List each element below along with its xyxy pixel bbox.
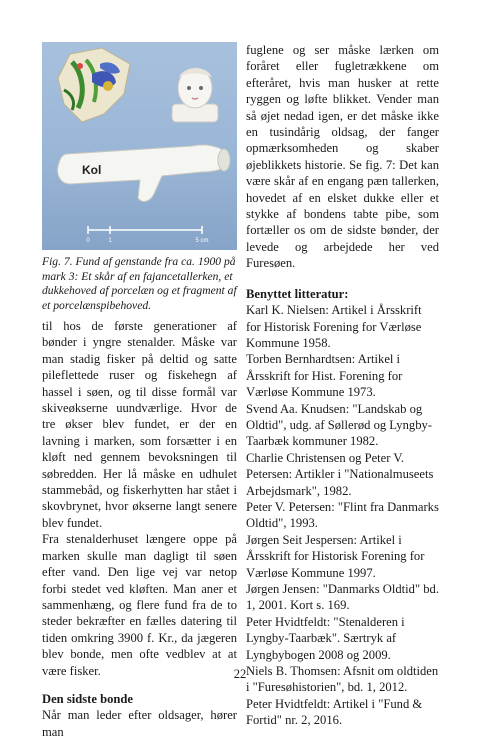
reference-item: Torben Bernhardtsen: Artikel i Årsskrift for Hist. Forening for Værløse Kommune 1973. (246, 352, 403, 400)
reference-item: Peter V. Petersen: "Flint fra Danmarks Oldtid", 1993. (246, 499, 439, 531)
figure-caption (42, 255, 237, 313)
figure-caption-text: Fig. 7. Fund af genstande fra ca. 1900 på mark 3: Et skår af en fajancetallerken, et dukkehoved af porcelæn og et fragment af et porcelænspibehoved. (42, 255, 237, 312)
reference-item: Peter Hvidtfeldt: Artikel i "Fund & Fortid" nr. 2, 2016. (246, 696, 423, 728)
reference-item: Karl K. Nielsen: Artikel i Årsskrift for Historisk Forening for Værløse Kommune 1958. (246, 303, 422, 350)
paragraph: fuglene og ser måske lærken om foråret eller fugletrækkene om efteråret, hvis man husker at rette ryggen og løfte blikket. Vender man så øjet nedad igen, er det måske ikke en tusindårig oldsag, der fanger opmærksomheden og skaber øjeblikkets historie. Se fig. 7: Det kan være skår af en engang pæn tallerken, hovedet af en elsket dukke eller et stykke af bondens tabte pibe, som fortæller os om de sidste bønder, der levede og arbejdede her ved Furesøen. (246, 43, 439, 271)
pipe-fragment (58, 145, 231, 202)
scale-label-1: 1 (108, 238, 112, 244)
reference-item: Jørgen Jensen: "Danmarks Oldtid" bd. 1, 2001. Kort s. 169. (246, 582, 439, 613)
scale-bar (86, 226, 208, 244)
reference-item: Peter Hvidtfeldt: "Stenalderen i Lyngby-Taarbæk". Særtryk af Lyngbybogen 2008 og 2009. (246, 614, 405, 662)
scale-label-0: 0 (86, 238, 90, 244)
paragraph: Når man leder efter oldsager, hører man (42, 708, 237, 739)
paragraph: Fra stenalderhuset længere oppe på marken skulle man dagligt til søen efter vand. Den lige vej var netop forbi stedet ved kløften. Man aner et sammenhæng, og flere fund fra de to steder bekræfter en fælles datering til tiden omkring 3900 f. Kr., da jægeren blev bonde, men ofte vedblev at at være fisker. (42, 532, 237, 678)
right-column (246, 42, 439, 729)
plate-shard (58, 48, 130, 122)
reference-item: Jørgen Seit Jespersen: Artikel i Årsskrift for Historisk Forening for Værløse Kommune 1997. (246, 532, 425, 580)
reference-item: Niels B. Thomsen: Afsnit om oldtiden i "Furesøhistorien", bd. 1, 2012. (246, 664, 439, 695)
references-heading: Benyttet litteratur: (246, 286, 349, 301)
page-number: 22 (233, 667, 247, 681)
reference-item: Charlie Christensen og Peter V. Petersen: Artikler i "Nationalmuseets Arbejdsmark", 1982. (246, 450, 434, 498)
reference-item: Svend Aa. Knudsen: "Landskab og Oldtid", udg. af Søllerød og Lyngby-Taarbæk kommuner 1982. (246, 401, 432, 449)
pipe-marking: Kol (82, 163, 102, 177)
references-list (246, 302, 439, 729)
scale-label-5cm: 5 cm (195, 238, 209, 244)
figure-photo (42, 42, 237, 250)
artifacts-illustration (42, 42, 237, 250)
paragraph: til hos de første generationer af bønder i yngre stenalder. Måske var man stadig fisker på deltid og satte pileflettede ruser og fiskehegn af hassel i søen, og til disse formål var skiveøkserne uundværlige. Hvor de tre økser blev fundet, er der en lavning i marken, som forsætter i en kløft ned gennem bevoksningen til søbredden. Her lå måske en udhulet stammebåd, og fiskerhytten har stået i skovbrynet, hvor økserne langt senere blev fundet. (42, 319, 237, 530)
doll-head (172, 68, 218, 122)
section-heading: Den sidste bonde (42, 691, 133, 706)
